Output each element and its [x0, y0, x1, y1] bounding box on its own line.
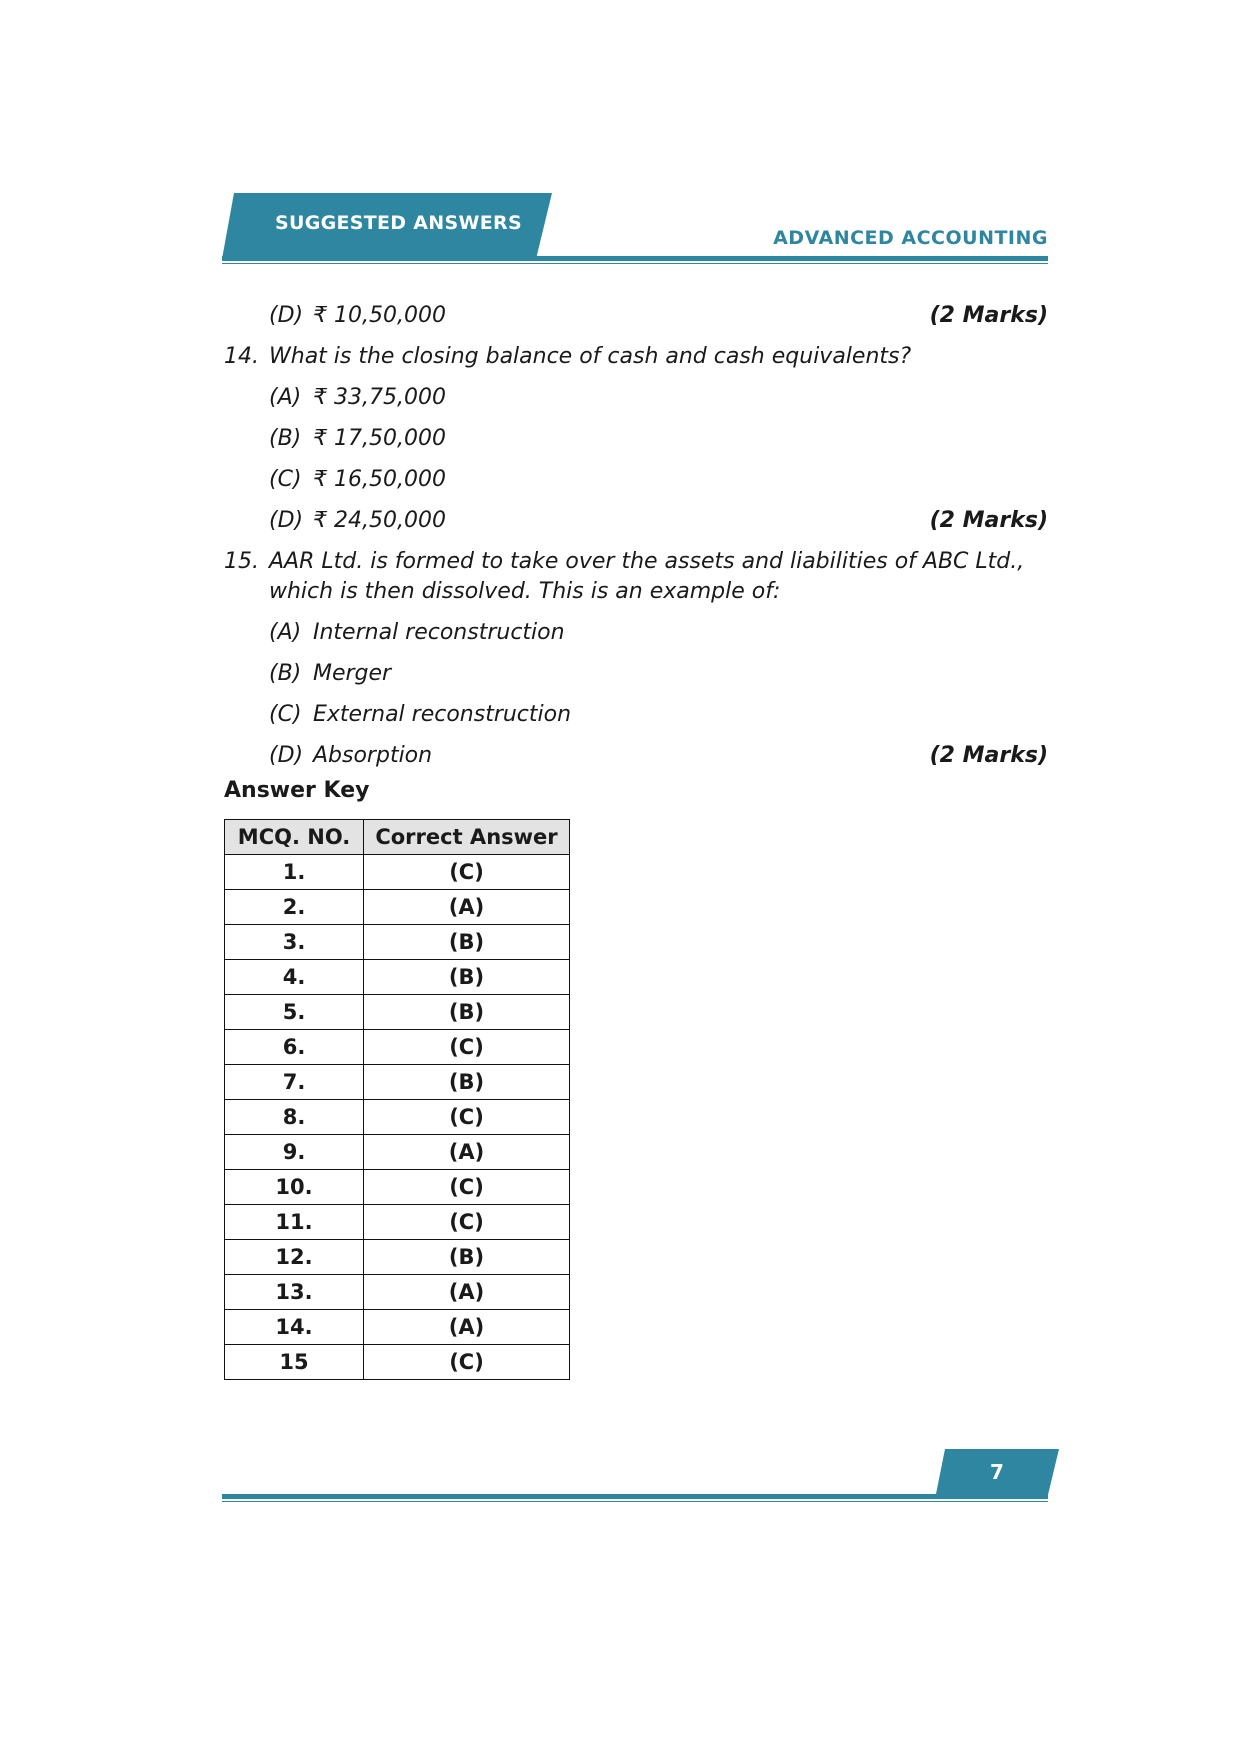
answer-cell: (C) — [364, 1100, 570, 1135]
answer-cell: (C) — [364, 1170, 570, 1205]
answer-key-table — [224, 819, 570, 1380]
q15-option-b-text: Merger — [313, 661, 392, 686]
answer-cell: (A) — [364, 1135, 570, 1170]
answer-cell: (A) — [364, 1310, 570, 1345]
mcq-number-cell: 5. — [225, 995, 364, 1030]
column-header-correct-answer: Correct Answer — [364, 820, 570, 855]
q15-option-a-letter: (A) — [269, 620, 302, 645]
header-tab-label: SUGGESTED ANSWERS — [275, 212, 522, 234]
answer-cell: (C) — [364, 855, 570, 890]
q14-option-d-letter: (D) — [269, 508, 304, 533]
table-row — [225, 1345, 570, 1380]
mcq-number-cell: 4. — [225, 960, 364, 995]
table-row — [225, 1240, 570, 1275]
page-number: 7 — [990, 1460, 1004, 1484]
q14-option-a-letter: (A) — [269, 385, 302, 410]
q14-text: What is the closing balance of cash and cash equivalents? — [269, 344, 912, 369]
mcq-number-cell: 14. — [225, 1310, 364, 1345]
table-row — [225, 1135, 570, 1170]
q14-option-c-letter: (C) — [269, 467, 302, 492]
table-row — [225, 1065, 570, 1100]
header-rule — [222, 256, 1048, 261]
table-row — [225, 1275, 570, 1310]
answer-cell: (A) — [364, 1275, 570, 1310]
mcq-number-cell: 13. — [225, 1275, 364, 1310]
table-row — [225, 1170, 570, 1205]
answer-cell: (B) — [364, 995, 570, 1030]
table-row — [225, 855, 570, 890]
q14-option-b-text: ₹ 17,50,000 — [313, 426, 446, 451]
mcq-number-cell: 9. — [225, 1135, 364, 1170]
mcq-number-cell: 6. — [225, 1030, 364, 1065]
q14-option-a-text: ₹ 33,75,000 — [313, 385, 446, 410]
answer-key-heading: Answer Key — [224, 778, 370, 803]
footer-rule — [222, 1494, 1048, 1499]
q13-marks: (2 Marks) — [929, 303, 1048, 328]
q14-option-c-text: ₹ 16,50,000 — [313, 467, 446, 492]
table-row — [225, 890, 570, 925]
q14-option-d-text: ₹ 24,50,000 — [313, 508, 446, 533]
q15-option-c-text: External reconstruction — [313, 702, 572, 727]
q15-option-d-letter: (D) — [269, 743, 304, 768]
q15-option-b-letter: (B) — [269, 661, 302, 686]
footer-rule-thin — [222, 1501, 1048, 1502]
mcq-number-cell: 8. — [225, 1100, 364, 1135]
answer-cell: (B) — [364, 1240, 570, 1275]
q15-text: AAR Ltd. is formed to take over the assets and liabilities of ABC Ltd., which is then dissolved. This is an example of: — [269, 549, 1025, 604]
answer-cell: (B) — [364, 1065, 570, 1100]
table-row — [225, 1310, 570, 1345]
table-row — [225, 1205, 570, 1240]
q15-marks: (2 Marks) — [929, 743, 1048, 768]
subject-title: ADVANCED ACCOUNTING — [773, 227, 1048, 249]
column-header-mcq-no: MCQ. NO. — [225, 820, 364, 855]
mcq-number-cell: 12. — [225, 1240, 364, 1275]
q14-number: 14. — [224, 344, 259, 369]
table-row — [225, 925, 570, 960]
table-header-row — [225, 820, 570, 855]
q15-option-d-text: Absorption — [313, 743, 433, 768]
q15-option-c-letter: (C) — [269, 702, 302, 727]
mcq-number-cell: 15 — [225, 1345, 364, 1380]
q15-number: 15. — [224, 549, 259, 574]
table-row — [225, 995, 570, 1030]
answer-cell: (A) — [364, 890, 570, 925]
mcq-number-cell: 11. — [225, 1205, 364, 1240]
q14-marks: (2 Marks) — [929, 508, 1048, 533]
answer-cell: (B) — [364, 925, 570, 960]
answer-cell: (B) — [364, 960, 570, 995]
q13-option-d-letter: (D) — [269, 303, 304, 328]
answer-cell: (C) — [364, 1205, 570, 1240]
mcq-number-cell: 3. — [225, 925, 364, 960]
mcq-number-cell: 1. — [225, 855, 364, 890]
q14-option-b-letter: (B) — [269, 426, 302, 451]
mcq-number-cell: 2. — [225, 890, 364, 925]
q13-option-d-text: ₹ 10,50,000 — [313, 303, 446, 328]
mcq-number-cell: 10. — [225, 1170, 364, 1205]
answer-cell: (C) — [364, 1345, 570, 1380]
table-row — [225, 1030, 570, 1065]
answer-cell: (C) — [364, 1030, 570, 1065]
q15-option-a-text: Internal reconstruction — [313, 620, 565, 645]
header-rule-thin — [222, 263, 1048, 264]
mcq-number-cell: 7. — [225, 1065, 364, 1100]
table-row — [225, 960, 570, 995]
table-row — [225, 1100, 570, 1135]
